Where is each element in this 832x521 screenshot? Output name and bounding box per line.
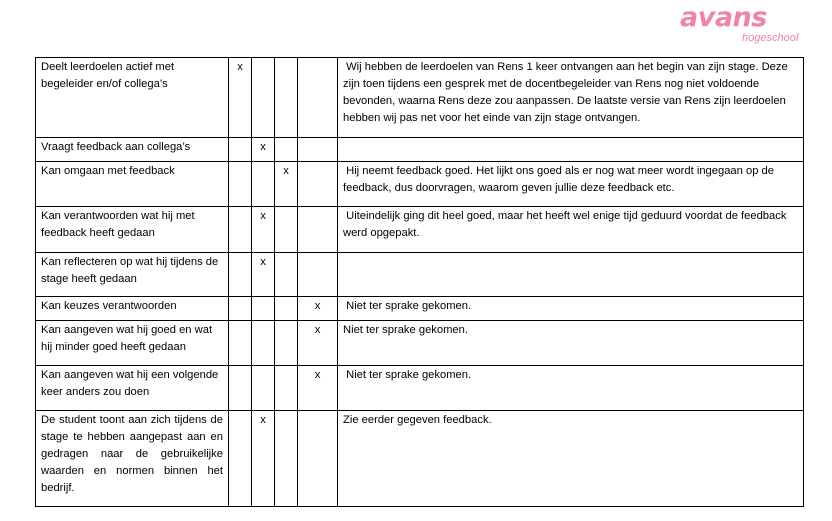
criterion-cell: Deelt leerdoelen actief met begeleider en/of collega’s bbox=[36, 58, 229, 138]
rating-cell bbox=[229, 411, 252, 507]
rating-cell: x bbox=[252, 411, 275, 507]
criterion-cell: Kan verantwoorden wat hij met feedback heeft gedaan bbox=[36, 207, 229, 253]
rating-cell bbox=[275, 207, 298, 253]
rating-cell bbox=[275, 321, 298, 366]
criterion-cell: Kan aangeven wat hij een volgende keer anders zou doen bbox=[36, 366, 229, 411]
rating-cell bbox=[275, 253, 298, 297]
table-row bbox=[36, 162, 804, 207]
rating-cell bbox=[252, 162, 275, 207]
rating-cell bbox=[298, 58, 338, 138]
rating-cell bbox=[229, 207, 252, 253]
rating-cell bbox=[229, 366, 252, 411]
comment-cell bbox=[338, 138, 804, 162]
rating-cell: x bbox=[298, 321, 338, 366]
rating-cell bbox=[252, 366, 275, 411]
rating-cell bbox=[298, 162, 338, 207]
rating-cell bbox=[229, 253, 252, 297]
criterion-cell: Kan omgaan met feedback bbox=[36, 162, 229, 207]
rating-cell: x bbox=[252, 253, 275, 297]
rating-cell: x bbox=[252, 138, 275, 162]
criterion-cell: Kan reflecteren op wat hij tijdens de stage heeft gedaan bbox=[36, 253, 229, 297]
rating-cell bbox=[275, 138, 298, 162]
rating-cell bbox=[275, 366, 298, 411]
comment-cell: Zie eerder gegeven feedback. bbox=[338, 411, 804, 507]
rating-cell bbox=[275, 411, 298, 507]
rating-cell: x bbox=[275, 162, 298, 207]
table-row bbox=[36, 138, 804, 162]
table-row bbox=[36, 253, 804, 297]
rating-cell: x bbox=[252, 207, 275, 253]
rating-cell bbox=[275, 58, 298, 138]
comment-cell: Uiteindelijk ging dit heel goed, maar het heeft wel enige tijd geduurd voordat de feedback werd opgepakt. bbox=[338, 207, 804, 253]
criterion-cell: De student toont aan zich tijdens de stage te hebben aangepast aan en gedragen naar de gebruikelijke waarden en normen binnen het bedrijf. bbox=[36, 411, 229, 507]
comment-cell: Wij hebben de leerdoelen van Rens 1 keer ontvangen aan het begin van zijn stage. Deze zijn toen tijdens een gesprek met de docentbegeleider van Rens nog niet voldoende bevonden, waarna Rens deze zou aanpassen. De laatste versie van Rens zijn leerdoelen hebben wij pas net voor het einde van zijn stage ontvangen. bbox=[338, 58, 804, 138]
rating-cell: x bbox=[298, 366, 338, 411]
rating-cell bbox=[298, 138, 338, 162]
rating-cell: x bbox=[229, 58, 252, 138]
criterion-cell: Kan keuzes verantwoorden bbox=[36, 297, 229, 321]
rating-cell bbox=[229, 138, 252, 162]
criterion-cell: Vraagt feedback aan collega’s bbox=[36, 138, 229, 162]
comment-cell: Niet ter sprake gekomen. bbox=[338, 321, 804, 366]
rating-cell bbox=[252, 297, 275, 321]
comment-cell: Niet ter sprake gekomen. bbox=[338, 297, 804, 321]
table-row bbox=[36, 411, 804, 507]
rating-cell bbox=[252, 58, 275, 138]
table-row bbox=[36, 366, 804, 411]
rating-cell bbox=[298, 411, 338, 507]
rating-cell: x bbox=[298, 297, 338, 321]
evaluation-table bbox=[35, 57, 804, 507]
rating-cell bbox=[298, 207, 338, 253]
table-row bbox=[36, 321, 804, 366]
rating-cell bbox=[229, 297, 252, 321]
rating-cell bbox=[252, 321, 275, 366]
table-row bbox=[36, 207, 804, 253]
comment-cell bbox=[338, 253, 804, 297]
rating-cell bbox=[298, 253, 338, 297]
rating-cell bbox=[229, 162, 252, 207]
avans-logo bbox=[680, 2, 800, 46]
logo-subtitle: hogeschool bbox=[742, 32, 799, 44]
logo-word: avans bbox=[680, 2, 767, 33]
table-row bbox=[36, 58, 804, 138]
rating-cell bbox=[229, 321, 252, 366]
comment-cell: Hij neemt feedback goed. Het lijkt ons goed als er nog wat meer wordt ingegaan op de feedback, dus doorvragen, waarom geven jullie deze feedback etc. bbox=[338, 162, 804, 207]
comment-cell: Niet ter sprake gekomen. bbox=[338, 366, 804, 411]
table-row bbox=[36, 297, 804, 321]
criterion-cell: Kan aangeven wat hij goed en wat hij minder goed heeft gedaan bbox=[36, 321, 229, 366]
rating-cell bbox=[275, 297, 298, 321]
